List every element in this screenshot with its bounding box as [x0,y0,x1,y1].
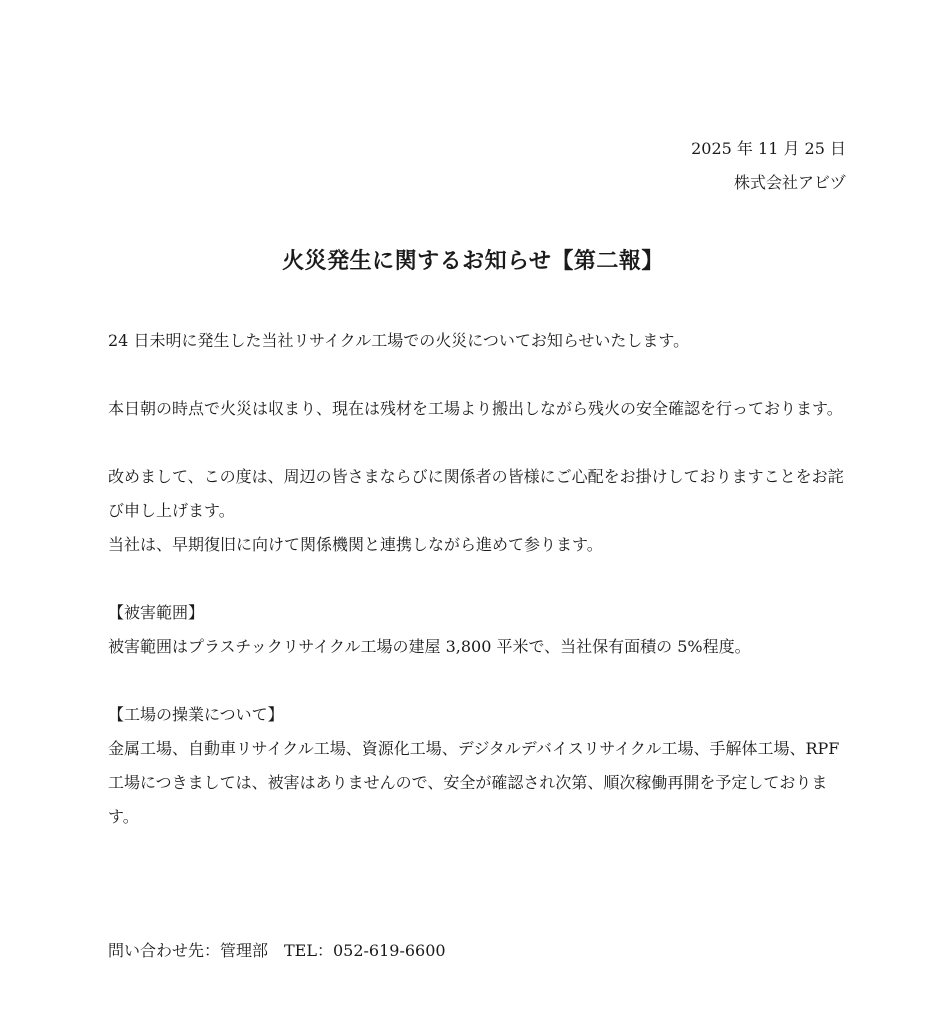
operations-text: 金属工場、自動車リサイクル工場、資源化工場、デジタルデバイスリサイクル工場、手解体工場、RPF 工場につきましては、被害はありませんので、安全が確認され次第、順次稼働再開を予定しております。 [108,739,840,826]
contact-info: 問い合わせ先：管理部 TEL：052-619-6600 [108,941,446,960]
document-header [691,132,846,200]
document-title: 火災発生に関するお知らせ【第二報】 [282,248,664,274]
recovery-paragraph: 当社は、早期復旧に向けて関係機関と連携しながら進めて参ります。 [108,535,603,554]
damage-text: 被害範囲はプラスチックリサイクル工場の建屋 3,800 平米で、当社保有面積の 5%程度。 [108,637,751,656]
company-name: 株式会社アビヅ [733,173,846,192]
issue-date: 2025 年 11 月 25 日 [691,139,846,158]
operations-heading: 【工場の操業について】 [108,705,284,724]
apology-paragraph: 改めまして、この度は、周辺の皆さまならびに関係者の皆様にご心配をお掛けしておりますことをお詫び申し上げます。 [108,467,844,520]
document-body [108,324,848,834]
intro-paragraph: 24 日未明に発生した当社リサイクル工場での火災についてお知らせいたします。 [108,331,690,350]
status-paragraph: 本日朝の時点で火災は収まり、現在は残材を工場より搬出しながら残火の安全確認を行っております。 [108,399,843,418]
damage-heading: 【被害範囲】 [108,603,205,622]
